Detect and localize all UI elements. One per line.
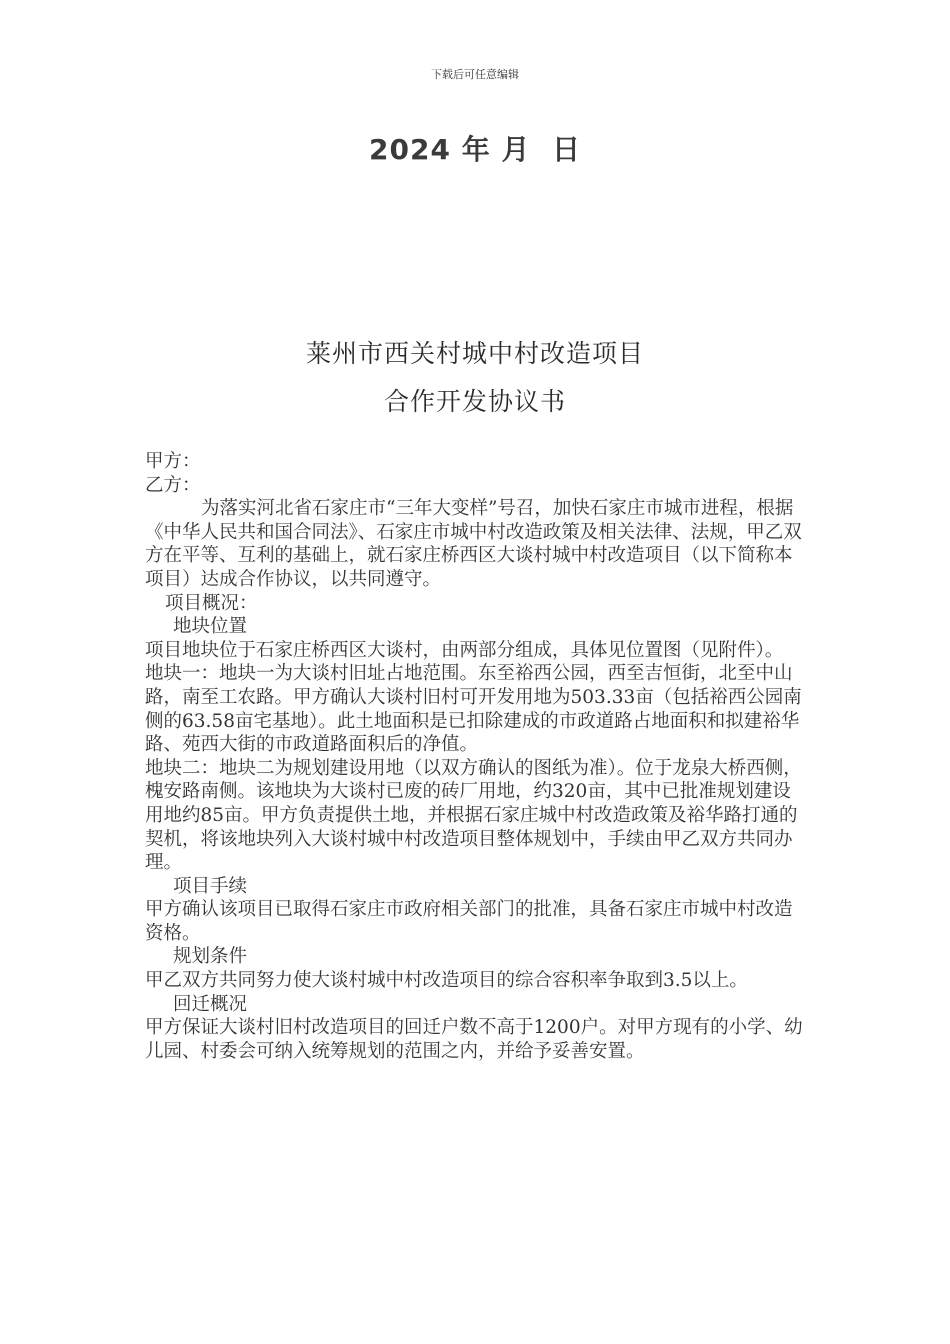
- relocation-paragraph: 甲方保证大谈村旧村改造项目的回迁户数不高于1200户。对甲方现有的小学、幼儿园、村委会可纳入统筹规划的范围之内，并给予妥善安置。: [145, 1017, 803, 1062]
- document-title-line2: 合作开发协议书: [383, 387, 566, 416]
- party-a-label: 甲方：: [145, 451, 201, 472]
- plot2-paragraph: 地块二：地块二为规划建设用地（以双方确认的图纸为准）。位于龙泉大桥西侧，槐安路南侧。该地块为大谈村已废的砖厂用地，约320亩，其中已批准规划建设用地约85亩。甲方负责提供土地，并根据石家庄城中村改造政策及裕华路打通的契机，将该地块列入大谈村城中村改造项目整体规划中，手续由甲乙双方共同办理。: [145, 757, 802, 874]
- section-overview-heading: 项目概况：: [165, 592, 258, 614]
- document-body: [145, 450, 805, 1063]
- location-paragraph: 项目地块位于石家庄桥西区大谈村，由两部分组成，具体见位置图（见附件）。: [145, 639, 784, 661]
- subheading-relocation: 回迁概况: [173, 993, 248, 1015]
- document-title-line1: 莱州市西关村城中村改造项目: [305, 339, 644, 368]
- date-year: 2024: [369, 133, 451, 166]
- plot1-paragraph: 地块一：地块一为大谈村旧址占地范围。东至裕西公园，西至吉恒街，北至中山路，南至工农路。甲方确认大谈村旧村可开发用地为503.33亩（包括裕西公园南侧的63.58亩宅基地）。此土地面积是已扣除建成的市政道路占地面积和拟建裕华路、苑西大街的市政道路面积后的净值。: [145, 663, 802, 756]
- subheading-procedures: 项目手续: [173, 875, 248, 897]
- planning-paragraph: 甲乙双方共同努力使大谈村城中村改造项目的综合容积率争取到3.5以上。: [145, 970, 748, 992]
- procedures-paragraph: 甲方确认该项目已取得石家庄市政府相关部门的批准，具备石家庄市城中村改造资格。: [145, 899, 793, 944]
- intro-paragraph: 为落实河北省石家庄市“三年大变样”号召，加快石家庄市城市进程，根据《中华人民共和国合同法》、石家庄市城中村改造政策及相关法律、法规，甲乙双方在平等、互利的基础上，就石家庄桥西区大谈村城中村改造项目（以下简称本项目）达成合作协议，以共同遵守。: [145, 498, 802, 590]
- party-b-label: 乙方：: [145, 474, 201, 496]
- subheading-location: 地块位置: [173, 616, 248, 638]
- date-rest: 年 月 日: [461, 133, 581, 166]
- header-note: 下载后可任意编辑: [431, 68, 519, 81]
- subheading-planning: 规划条件: [173, 946, 248, 968]
- date-line: [0, 128, 950, 168]
